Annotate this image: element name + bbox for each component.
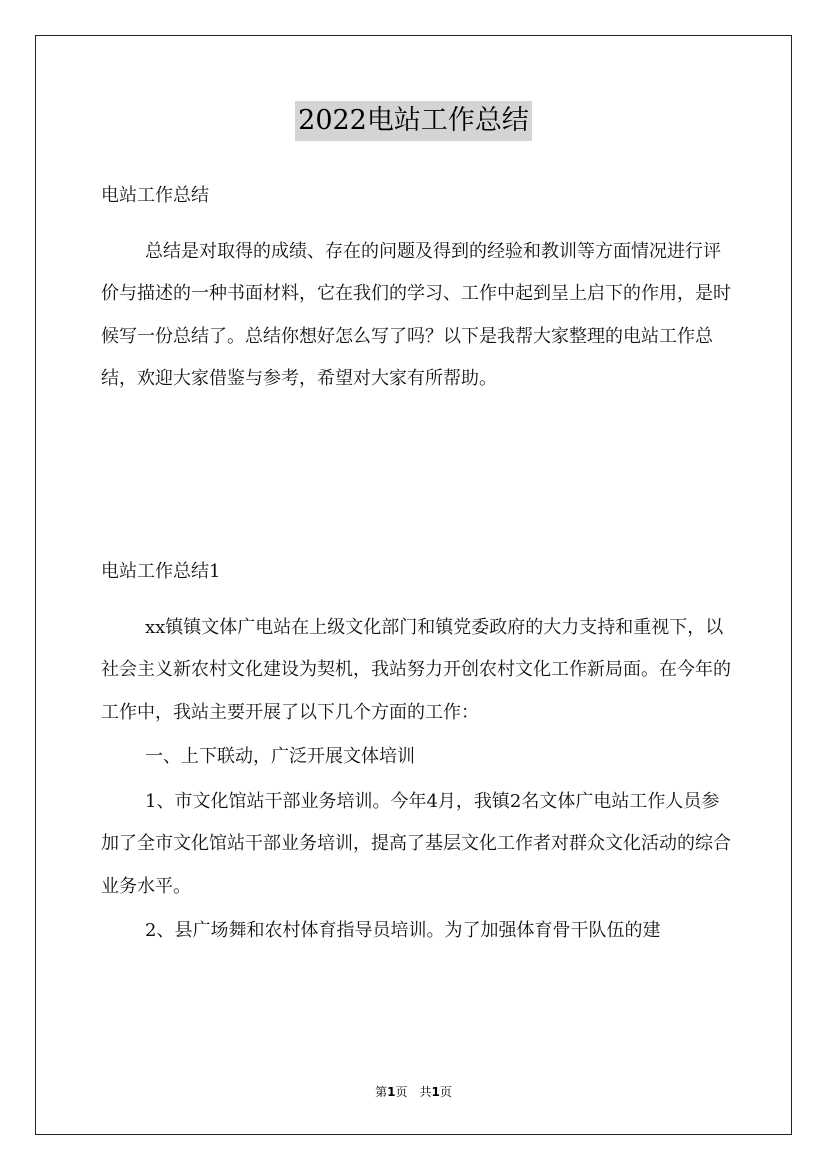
- list-item: 1、市文化馆站干部业务培训。今年4月，我镇2名文体广电站工作人员参加了全市文化馆站干部业务培训，提高了基层文化工作者对群众文化活动的综合业务水平。: [101, 790, 731, 897]
- footer-total-pages: 1: [431, 1085, 440, 1099]
- footer-suffix: 页: [439, 1085, 452, 1099]
- page-footer: [0, 1083, 827, 1100]
- footer-mid: 页 共: [395, 1085, 432, 1099]
- title-block: [0, 101, 827, 141]
- document-title: 2022电站工作总结: [295, 101, 532, 141]
- list-item: 2、县广场舞和农村体育指导员培训。为了加强体育骨干队伍的建: [145, 920, 661, 941]
- paragraph: xx镇镇文体广电站在上级文化部门和镇党委政府的大力支持和重视下，以社会主义新农村文化建设为契机，我站努力开创农村文化工作新局面。在今年的工作中，我站主要开展了以下几个方面的工作：: [101, 616, 731, 723]
- intro-section: [101, 175, 731, 401]
- footer-page-number: 1: [387, 1085, 396, 1099]
- section-heading: 电站工作总结1: [101, 561, 221, 582]
- section-1: [101, 551, 731, 953]
- subheading: 一、上下联动，广泛开展文体培训: [145, 746, 415, 767]
- section-label: 电站工作总结: [101, 185, 209, 206]
- intro-paragraph: 总结是对取得的成绩、存在的问题及得到的经验和教训等方面情况进行评价与描述的一种书面材料，它在我们的学习、工作中起到呈上启下的作用，是时候写一份总结了。总结你想好怎么写了吗？以下是我帮大家整理的电站工作总结，欢迎大家借鉴与参考，希望对大家有所帮助。: [101, 240, 731, 389]
- footer-prefix: 第: [375, 1085, 388, 1099]
